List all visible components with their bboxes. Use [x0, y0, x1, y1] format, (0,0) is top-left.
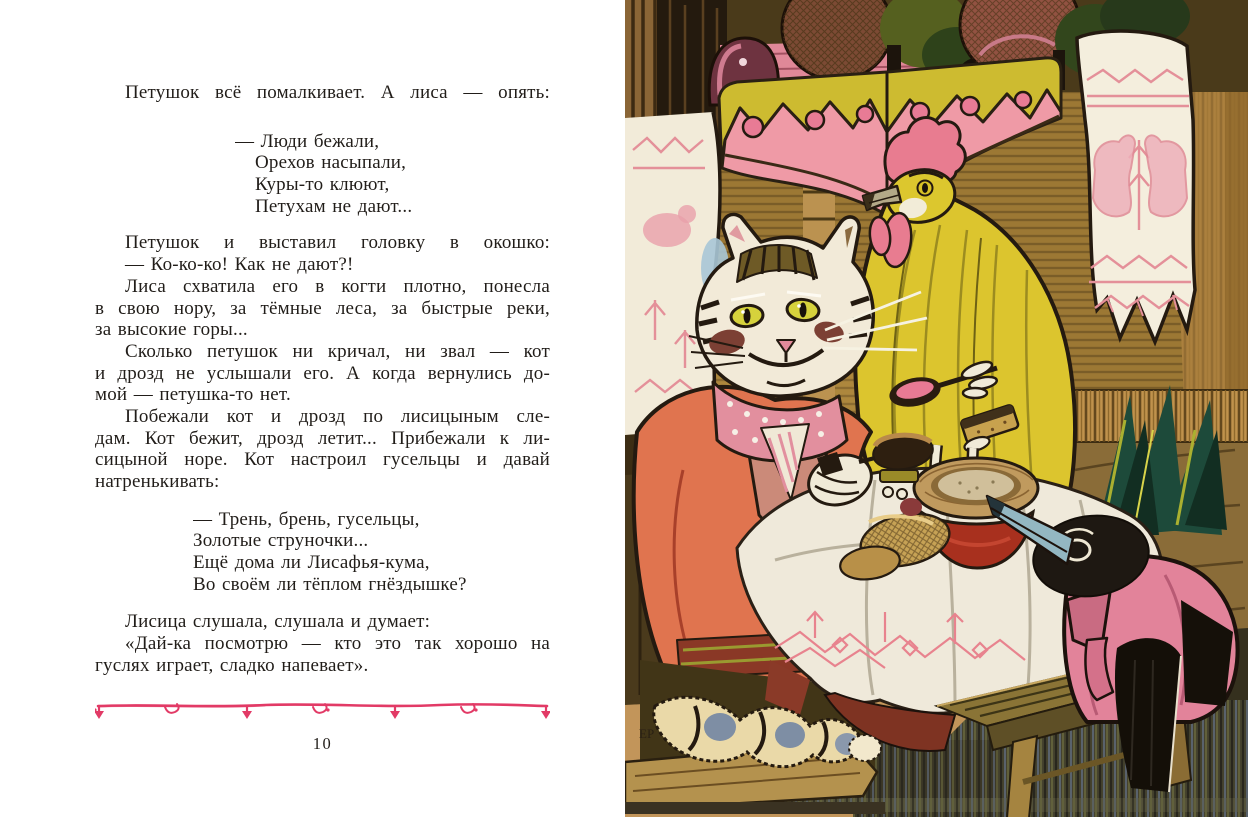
- verse-block: [235, 131, 550, 218]
- verse-block: [193, 509, 550, 596]
- text-line: Петушок и выставил головку в окошко:: [125, 232, 550, 254]
- arrow-ornament: [541, 706, 550, 719]
- text-line: мой — петушка-то нет.: [95, 384, 291, 406]
- text-line: Ещё дома ли Лисафья-кума,: [193, 552, 430, 574]
- text-line: за высокие горы...: [95, 319, 248, 341]
- text-line: — Ко-ко-ко! Как не дают?!: [125, 254, 354, 276]
- right-towel: [1077, 31, 1195, 342]
- divider-ornament-svg: [95, 700, 550, 724]
- text-line: Лисица слушала, слушала и думает:: [125, 611, 431, 633]
- text-line: Петушок всё помалкивает. А лиса — опять:: [125, 82, 550, 103]
- text-line: натренькивать:: [95, 471, 220, 492]
- arrow-ornament: [390, 706, 400, 719]
- text-line: Во своём ли тёплом гнёздышке?: [193, 573, 467, 595]
- text-line: Золотые струночки...: [193, 530, 369, 552]
- paragraph-block: [95, 232, 550, 492]
- text-line: — Трень, брень, гусельцы,: [193, 508, 420, 530]
- text-line: «Дай-ка посмотрю — кто это так хорошо на: [125, 633, 550, 655]
- text-line: сицыной норе. Кот настроил гусельцы и давай: [95, 449, 550, 471]
- arrow-ornament: [95, 706, 104, 719]
- illustration: [625, 0, 1248, 817]
- paragraph-block: [95, 82, 550, 104]
- artist-monogram: ЕР: [639, 726, 655, 741]
- text-line: гуслях играет, сладко напевает».: [95, 654, 369, 676]
- text-line: — Люди бежали,: [235, 130, 380, 152]
- text-line: Петухам не дают...: [255, 195, 413, 217]
- paragraph-block: [95, 611, 550, 676]
- text-line: в свою нору, за тёмные леса, за быстрые реки,: [95, 297, 550, 319]
- text-line: дам. Кот бежит, дрозд летит... Прибежали к ли-: [95, 427, 550, 449]
- text-line: Куры-то клюют,: [255, 174, 390, 196]
- story-text: [95, 82, 550, 677]
- right-page: [625, 0, 1248, 817]
- arrow-ornament: [242, 706, 252, 719]
- text-line: Побежали кот и дрозд по лисицыным сле-: [125, 405, 550, 427]
- text-line: Сколько петушок ни кричал, ни звал — кот: [125, 340, 550, 362]
- chapter-end-ornament: [95, 700, 550, 724]
- page-number: 10: [312, 734, 333, 753]
- text-line: и дрозд не услышали его. А когда вернулись до-: [95, 362, 550, 384]
- text-line: Лиса схватила его в когти плотно, понесла: [125, 275, 550, 297]
- text-line: Орехов насыпали,: [255, 152, 407, 174]
